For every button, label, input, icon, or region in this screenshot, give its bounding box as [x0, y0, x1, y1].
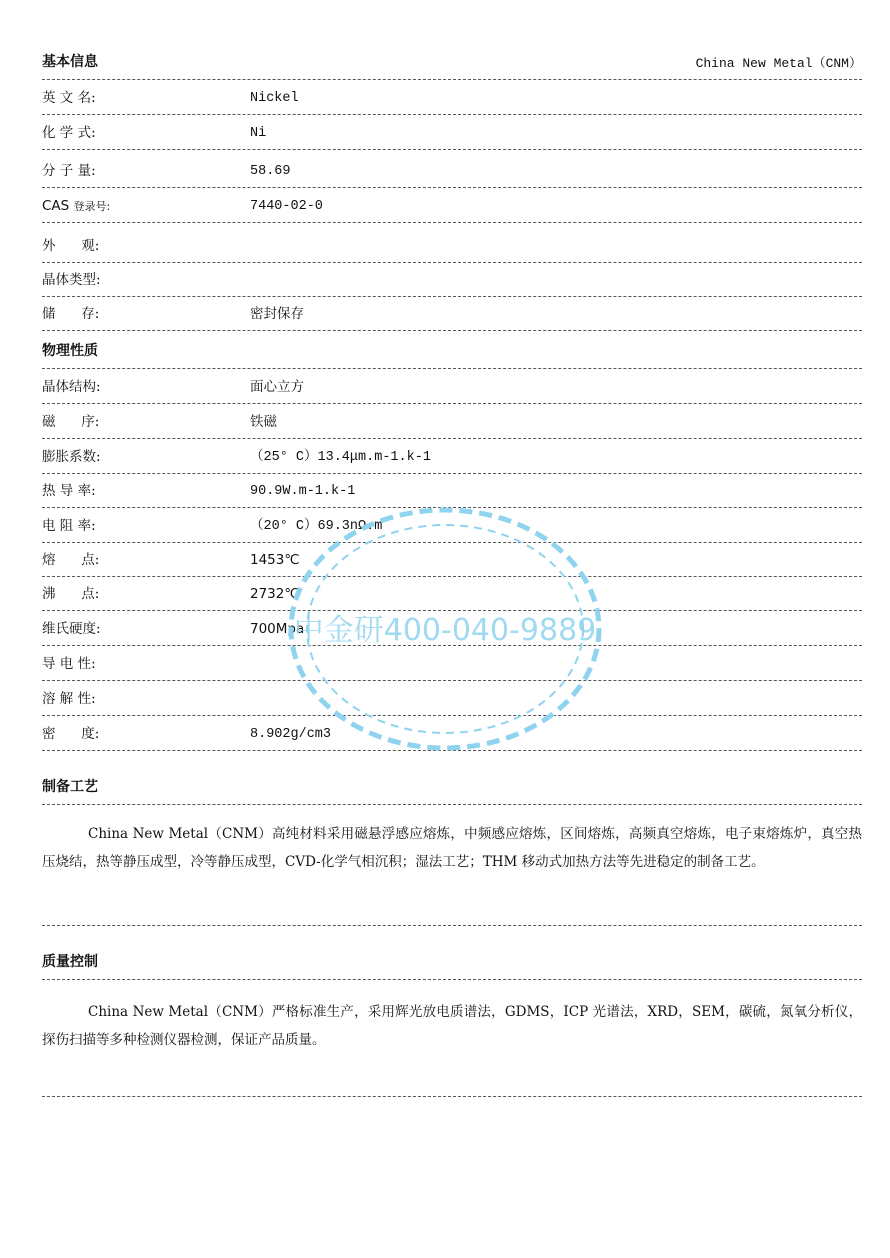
- row-magnetic-order: [42, 404, 862, 439]
- row-appearance: [42, 223, 862, 263]
- formula-value: Ni: [250, 126, 267, 141]
- thermal-conductivity-value: 90.9W.m-1.k-1: [250, 484, 356, 499]
- english-name-value: Nickel: [250, 91, 299, 106]
- crystal-structure-value: 面心立方: [250, 379, 304, 395]
- row-expansion: [42, 439, 862, 474]
- crystal-structure-label: 晶体结构:: [42, 379, 101, 395]
- resistivity-label: 电 阻 率:: [42, 518, 96, 534]
- thermal-conductivity-label: 热 导 率:: [42, 483, 96, 499]
- appearance-label: 外 观:: [42, 238, 100, 254]
- storage-value: 密封保存: [250, 306, 304, 322]
- row-thermal-conductivity: [42, 474, 862, 508]
- english-name-label: 英 文 名:: [42, 90, 96, 106]
- molecular-weight-value: 58.69: [250, 164, 291, 179]
- physical-header: [42, 335, 862, 369]
- cas-label: [42, 198, 110, 214]
- row-melting-point: [42, 543, 862, 577]
- row-crystal-structure: [42, 369, 862, 404]
- resistivity-value: （20° C）69.3nΩ.m: [250, 519, 383, 534]
- row-crystal-type: [42, 263, 862, 297]
- quality-header: [42, 946, 862, 980]
- melting-point-label: 熔 点:: [42, 552, 100, 568]
- basic-info-title: 基本信息: [42, 54, 98, 70]
- vickers-hardness-value: 700Mpa: [250, 621, 305, 637]
- preparation-divider: [42, 925, 862, 926]
- row-molecular-weight: [42, 150, 862, 188]
- quality-paragraph: China New Metal（CNM）严格标准生产，采用辉光放电质谱法，GDMS，ICP 光谱法，XRD，SEM，碳硫，氮氧分析仪，探伤扫描等多种检测仪器检测，保证产品质量。: [42, 1004, 862, 1048]
- quality-divider: [42, 1096, 862, 1097]
- crystal-type-label: 晶体类型:: [42, 272, 101, 288]
- formula-label: 化 学 式:: [42, 125, 96, 141]
- preparation-header: [42, 771, 862, 805]
- watermark-text: 中金研400-040-9889: [293, 613, 597, 648]
- boiling-point-label: 沸 点:: [42, 586, 100, 602]
- cas-value: 7440-02-0: [250, 199, 323, 214]
- density-value: 8.902g/cm3: [250, 727, 332, 742]
- magnetic-order-value: 铁磁: [250, 414, 277, 430]
- preparation-paragraph: China New Metal（CNM）高纯材料采用磁悬浮感应熔炼，中频感应熔炼，区间熔炼，高频真空熔炼，电子束熔炼炉，真空热压烧结，热等静压成型，冷等静压成型，CVD-化学气相沉积；湿法工艺；THM 移动式加热方法等先进稳定的制备工艺。: [42, 826, 862, 870]
- row-vickers-hardness: [42, 611, 862, 646]
- physical-title: 物理性质: [42, 343, 98, 359]
- conductivity-label: 导 电 性:: [42, 656, 96, 672]
- vickers-hardness-label: 维氏硬度:: [42, 621, 101, 637]
- brand-name: China New Metal（CNM）: [695, 56, 862, 71]
- preparation-title: 制备工艺: [42, 779, 98, 795]
- row-english-name: [42, 80, 862, 115]
- expansion-label: 膨胀系数:: [42, 449, 101, 465]
- storage-label: 储 存:: [42, 306, 100, 322]
- cas-label-prefix: CAS: [42, 198, 70, 214]
- row-storage: [42, 297, 862, 331]
- magnetic-order-label: 磁 序:: [42, 414, 100, 430]
- row-solubility: [42, 681, 862, 716]
- boiling-point-value: 2732℃: [250, 586, 300, 602]
- density-label: 密 度:: [42, 726, 100, 742]
- row-boiling-point: [42, 577, 862, 611]
- expansion-value: （25° C）13.4μm.m-1.k-1: [250, 450, 431, 465]
- melting-point-value: 1453℃: [250, 552, 300, 568]
- molecular-weight-label: 分 子 量:: [42, 163, 96, 179]
- row-density: [42, 716, 862, 751]
- cas-label-suffix: 登录号:: [73, 200, 111, 213]
- solubility-label: 溶 解 性:: [42, 691, 96, 707]
- basic-info-header: [42, 46, 862, 80]
- row-conductivity: [42, 646, 862, 681]
- row-resistivity: [42, 508, 862, 543]
- row-formula: [42, 115, 862, 150]
- row-cas: [42, 188, 862, 223]
- quality-title: 质量控制: [42, 954, 98, 970]
